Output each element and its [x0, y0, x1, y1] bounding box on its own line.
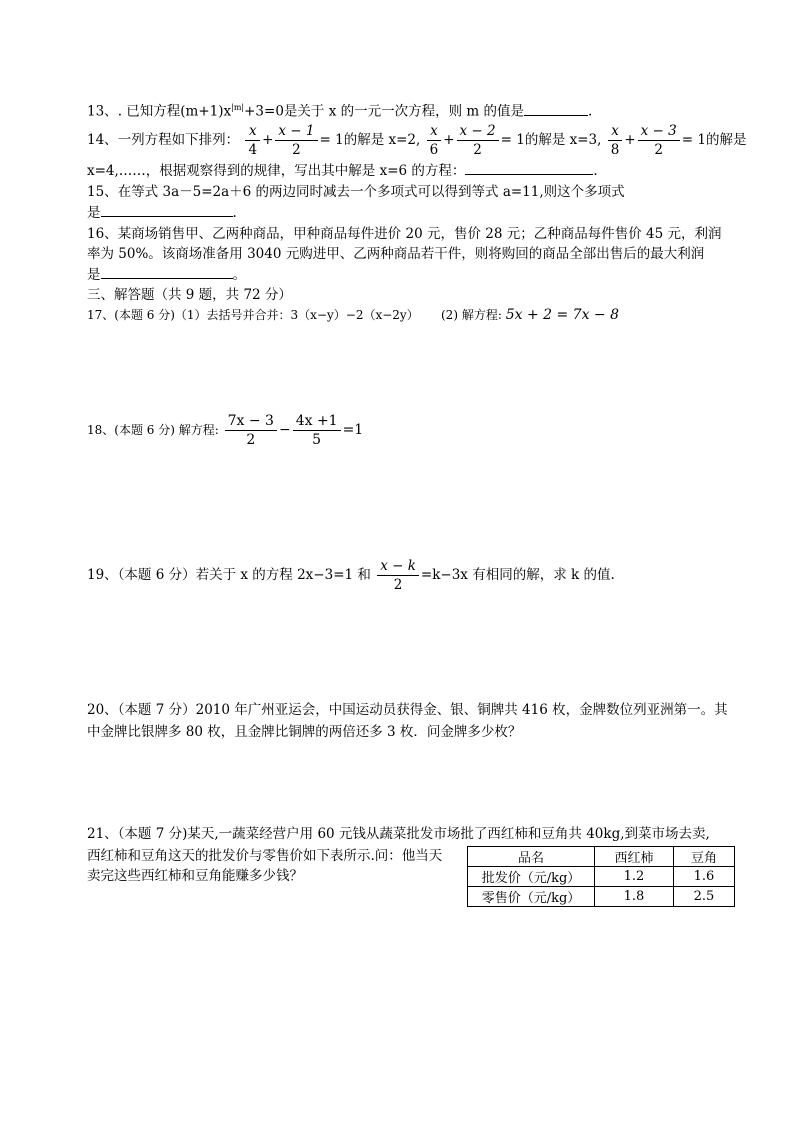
q14-eq1-frac1: $\frac{x}{4}$	[245, 122, 260, 159]
question-21	[87, 824, 710, 844]
q13-text-a: . 已知方程(m+1)x	[117, 103, 232, 120]
q13-answer-blank[interactable]	[524, 101, 588, 116]
q18-op: −	[278, 422, 291, 438]
q16-number: 16、	[87, 226, 118, 242]
q18-number: 18、	[87, 423, 115, 437]
question-20-line2	[87, 722, 521, 742]
question-16-line2	[87, 244, 704, 264]
question-15	[87, 182, 625, 202]
q13-text-b: +3=0是关于 x 的一元一次方程，则 m 的值是	[244, 103, 524, 120]
q19-lead: （本题 6 分）若关于 x 的方程 2x−3=1 和	[117, 567, 371, 583]
q16-answer-blank[interactable]	[101, 264, 233, 279]
question-21-line2	[87, 846, 442, 866]
question-19	[87, 555, 615, 595]
q14-eq3-frac2: $\frac{x - 3}{2}$	[638, 122, 680, 159]
question-15-line2	[87, 202, 237, 223]
q18-frac2: $\frac{4x +1}{5}$	[293, 412, 341, 449]
table-row	[468, 887, 735, 907]
price-table	[467, 846, 735, 907]
q13-period: .	[588, 103, 593, 120]
q20-line2: 中金牌比银牌多 80 枚，且金牌比铜牌的两倍还多 3 枚．问金牌多少枚？	[87, 724, 522, 740]
question-20	[87, 700, 728, 720]
q15-number: 15、	[87, 184, 118, 200]
q14-eq3-sol: 的解是	[705, 132, 747, 148]
q16-line3: 是	[87, 267, 101, 283]
question-14	[87, 120, 746, 160]
q14-eq2-op: +	[443, 132, 455, 148]
q14-eq2-sol: 的解是 x=3,	[524, 132, 602, 148]
q14-number: 14、	[87, 132, 118, 148]
q17-part2: (2) 解方程:	[441, 308, 502, 322]
q18-lead: (本题 6 分) 解方程:	[114, 423, 219, 437]
q14-eq2-frac2: $\frac{x - 2}{2}$	[457, 122, 499, 159]
q14-period: .	[593, 163, 598, 179]
table-cell: 1.2	[595, 867, 674, 887]
q16-period: 。	[232, 267, 246, 283]
table-cell: 2.5	[674, 887, 735, 907]
q15-line1: 在等式 3a－5=2a＋6 的两边同时减去一个多项式可以得到等式 a=11,则这个多项式	[117, 184, 625, 200]
q19-frac: $\frac{x - k}{2}$	[377, 557, 419, 594]
table-cell: 1.8	[595, 887, 674, 907]
q14-eq2-rhs: = 1	[500, 132, 525, 148]
question-17	[87, 305, 419, 325]
table-row	[468, 867, 735, 887]
q14-eq3-frac1: $\frac{x}{8}$	[608, 122, 623, 159]
q20-line1: （本题 7 分）2010 年广州亚运会，中国运动员获得金、银、铜牌共 416 枚，金牌数位列亚洲第一。其	[117, 702, 728, 718]
q17-number: 17、	[87, 308, 115, 322]
table-header: 品名	[468, 847, 595, 867]
q16-line1: 某商场销售甲、乙两种商品，甲种商品每件进价 20 元，售价 28 元；乙种商品每件售价 45 元，利润	[117, 226, 722, 242]
q15-line2: 是	[87, 205, 101, 221]
q14-eq2-frac1: $\frac{x}{6}$	[427, 122, 442, 159]
q14-eq1-op: +	[262, 132, 274, 148]
q14-eq1-rhs: = 1	[319, 132, 344, 148]
q21-line2: 西红柿和豆角这天的批发价与零售价如下表所示.问：他当天	[87, 848, 443, 864]
q13-exponent: |m|	[231, 103, 245, 112]
q14-eq3-rhs: = 1	[681, 132, 706, 148]
table-header-row	[468, 847, 735, 867]
q14-eq1-sol: 的解是 x=2,	[343, 132, 421, 148]
table-cell: 零售价（元/kg）	[468, 887, 595, 907]
q14-eq1-frac2: $\frac{x - 1}{2}$	[275, 122, 317, 159]
question-14-line2	[87, 160, 598, 181]
question-13	[87, 98, 592, 122]
question-16	[87, 224, 721, 244]
section-3-heading	[87, 285, 292, 305]
section-3-title: 三、解答题（共 9 题，共 72 分）	[87, 287, 292, 303]
q21-number: 21、	[87, 826, 118, 842]
table-cell: 批发价（元/kg）	[468, 867, 595, 887]
question-18	[87, 410, 363, 450]
q15-answer-blank[interactable]	[101, 202, 233, 217]
q18-frac1: $\frac{7x - 3}{2}$	[225, 412, 277, 449]
q19-number: 19、	[87, 567, 118, 583]
q14-lead: 一列方程如下排列：	[117, 132, 240, 148]
question-16-line3	[87, 264, 246, 285]
question-21-line3	[87, 866, 303, 886]
q18-rhs: =1	[342, 422, 364, 438]
table-header: 西红柿	[595, 847, 674, 867]
q21-line3: 卖完这些西红柿和豆角能赚多少钱？	[87, 868, 303, 884]
q17-part1: (本题 6 分)（1）去括号并合并：3（x−y）−2（x−2y）	[114, 308, 419, 322]
q17-equation: 5x + 2 = 7x − 8	[505, 307, 619, 323]
q14-line2-text: x=4,……，根据观察得到的规律，写出其中解是 x=6 的方程：	[87, 163, 466, 179]
q14-eq3-op: +	[624, 132, 636, 148]
q14-answer-blank[interactable]	[465, 160, 593, 175]
q15-period: .	[232, 205, 237, 221]
table-cell: 1.6	[674, 867, 735, 887]
table-header: 豆角	[674, 847, 735, 867]
q13-number: 13、	[87, 103, 118, 120]
question-17-part2	[441, 305, 619, 325]
q16-line2: 率为 50%。该商场准备用 3040 元购进甲、乙两种商品若干件，则将购回的商品全部出售后的最大利润	[87, 246, 705, 262]
q20-number: 20、	[87, 702, 118, 718]
q21-line1: （本题 7 分)某天,一蔬菜经营户用 60 元钱从蔬菜批发市场批了西红柿和豆角共 40kg,到菜市场去卖,	[117, 826, 710, 842]
q19-tail: =k−3x 有相同的解，求 k 的值.	[420, 567, 615, 583]
